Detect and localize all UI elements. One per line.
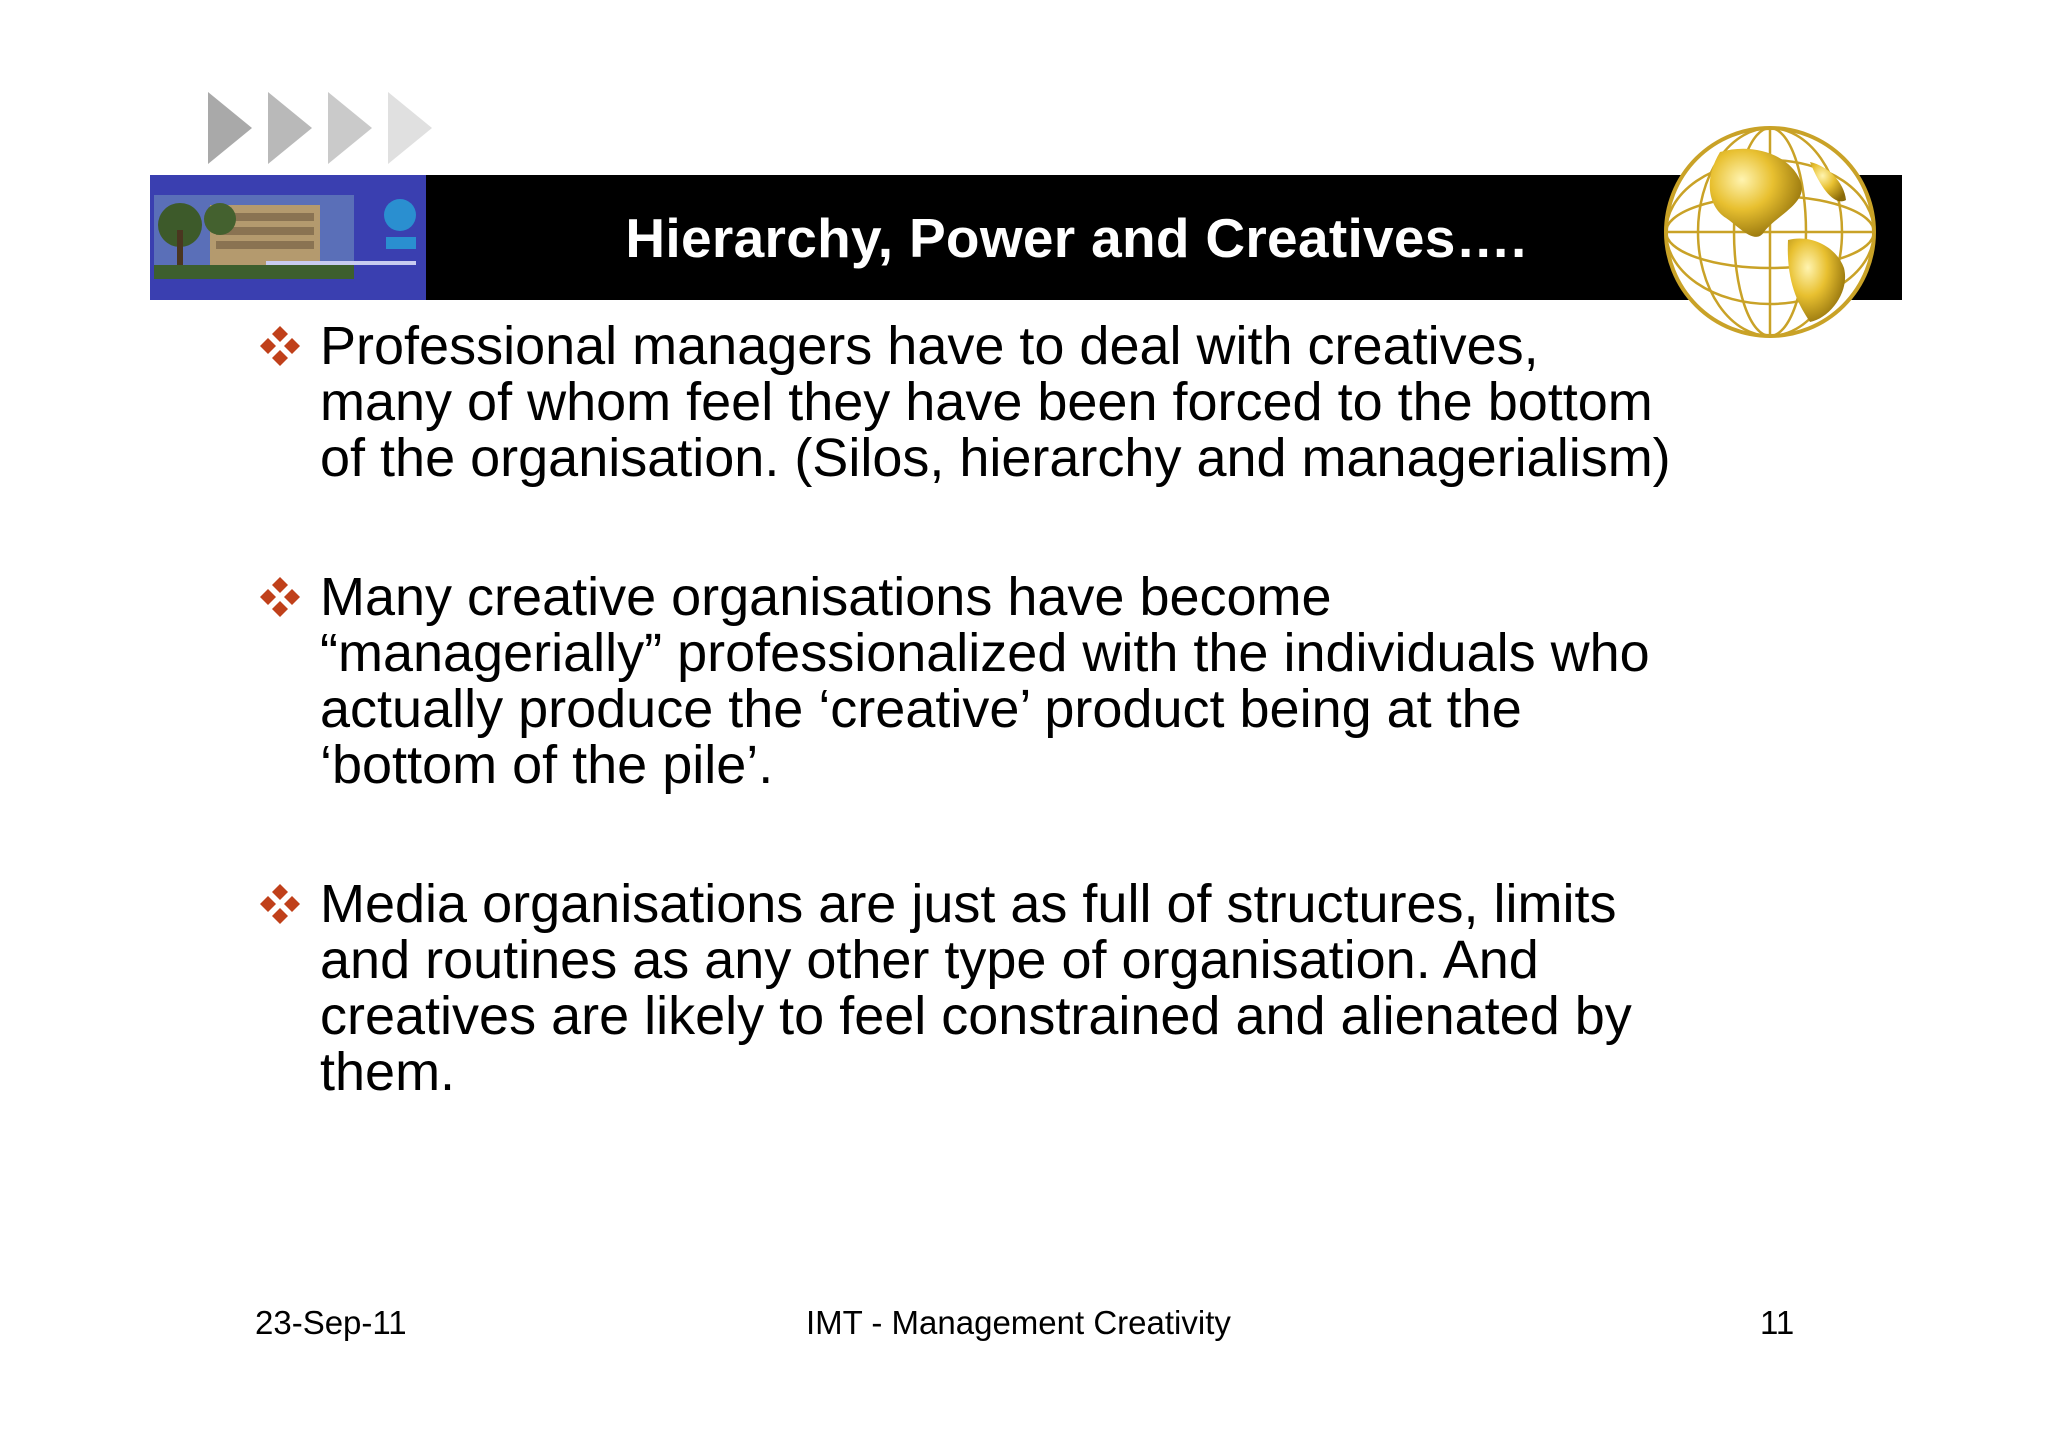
diamond-cluster-icon <box>258 324 302 368</box>
slide-title: Hierarchy, Power and Creatives…. <box>625 206 1527 269</box>
gold-globe-icon <box>1660 122 1880 342</box>
bullet-list <box>258 318 1818 1183</box>
footer-date: 23-Sep-11 <box>255 1304 407 1341</box>
footer-title: IMT - Management Creativity <box>806 1304 1231 1341</box>
diamond-cluster-icon <box>258 882 302 926</box>
bullet-item <box>258 569 1818 793</box>
bullet-text: Media organisations are just as full of structures, limits and routines as any other type of organisation. And creatives are likely to feel constrained and alienated by them. <box>320 874 1632 1102</box>
diamond-cluster-icon <box>258 575 302 619</box>
chevron-arrows-icon <box>206 88 436 168</box>
bullet-text: Professional managers have to deal with creatives, many of whom feel they have been forced to the bottom of the organisation. (Silos, hierarchy and managerialism) <box>320 316 1671 488</box>
campus-photo-logo <box>150 175 426 300</box>
bullet-item <box>258 318 1818 486</box>
page-number: 11 <box>1760 1304 1795 1341</box>
bullet-item <box>258 876 1818 1100</box>
bullet-text: Many creative organisations have become “managerially” professionalized with the individuals who actually produce the ‘creative’ product being at the ‘bottom of the pile’. <box>320 567 1650 795</box>
